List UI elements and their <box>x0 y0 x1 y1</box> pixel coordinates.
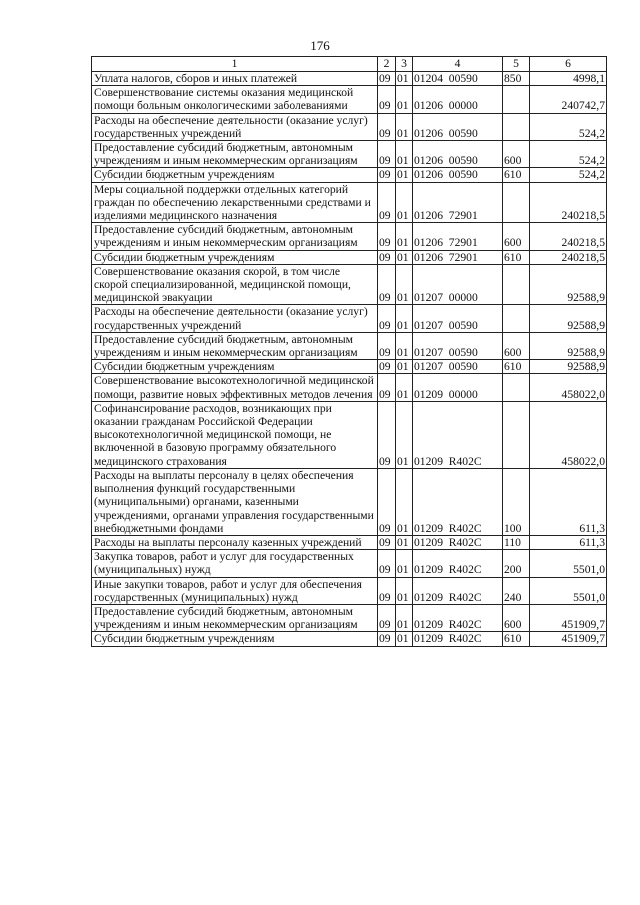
row-name: Предоставление субсидий бюджетным, автономным учреждениям и иным некоммерческим организациям <box>92 332 378 359</box>
row-expense-type <box>503 182 530 223</box>
row-subsection: 01 <box>396 264 413 305</box>
row-subsection: 01 <box>396 604 413 631</box>
table-row <box>92 305 607 332</box>
row-name: Предоставление субсидий бюджетным, автономным учреждениям и иным некоммерческим организациям <box>92 141 378 168</box>
row-subsection: 01 <box>396 86 413 113</box>
row-expense-type: 600 <box>503 332 530 359</box>
row-target-article: 01206 72901 <box>413 250 503 264</box>
row-subsection: 01 <box>396 468 413 535</box>
row-name: Закупка товаров, работ и услуг для государственных (муниципальных) нужд <box>92 550 378 577</box>
row-expense-type <box>503 305 530 332</box>
row-target-article: 01209 R402C <box>413 604 503 631</box>
row-target-article: 01207 00590 <box>413 360 503 374</box>
row-section: 09 <box>378 604 396 631</box>
row-section: 09 <box>378 360 396 374</box>
row-target-article: 01209 R402C <box>413 632 503 646</box>
row-target-article: 01204 00590 <box>413 72 503 86</box>
row-expense-type: 110 <box>503 535 530 549</box>
row-section: 09 <box>378 113 396 140</box>
row-amount: 611,3 <box>530 468 607 535</box>
table-row <box>92 360 607 374</box>
row-target-article: 01207 00590 <box>413 305 503 332</box>
row-section: 09 <box>378 250 396 264</box>
row-amount: 92588,9 <box>530 360 607 374</box>
header-section: 2 <box>378 57 396 72</box>
row-expense-type <box>503 374 530 401</box>
row-amount: 451909,7 <box>530 632 607 646</box>
row-subsection: 01 <box>396 141 413 168</box>
row-target-article: 01207 00000 <box>413 264 503 305</box>
row-expense-type <box>503 113 530 140</box>
table-row <box>92 604 607 631</box>
row-expense-type: 610 <box>503 360 530 374</box>
row-name: Субсидии бюджетным учреждениям <box>92 632 378 646</box>
row-amount: 524,2 <box>530 113 607 140</box>
row-target-article: 01209 00000 <box>413 374 503 401</box>
row-subsection: 01 <box>396 374 413 401</box>
row-amount: 92588,9 <box>530 332 607 359</box>
row-expense-type: 610 <box>503 168 530 182</box>
row-expense-type: 850 <box>503 72 530 86</box>
budget-table <box>91 56 607 647</box>
row-subsection: 01 <box>396 535 413 549</box>
table-row <box>92 632 607 646</box>
table-row <box>92 182 607 223</box>
header-expense-type: 5 <box>503 57 530 72</box>
row-amount: 458022,0 <box>530 374 607 401</box>
row-name: Совершенствование системы оказания медицинской помощи больным онкологическими заболеваниями <box>92 86 378 113</box>
row-name: Совершенствование оказания скорой, в том числе скорой специализированной, медицинской помощи, медицинской эвакуации <box>92 264 378 305</box>
row-section: 09 <box>378 374 396 401</box>
row-subsection: 01 <box>396 72 413 86</box>
row-section: 09 <box>378 168 396 182</box>
table-row <box>92 264 607 305</box>
table-row <box>92 72 607 86</box>
row-name: Совершенствование высокотехнологичной медицинской помощи, развитие новых эффективных методов лечения <box>92 374 378 401</box>
row-subsection: 01 <box>396 168 413 182</box>
row-name: Субсидии бюджетным учреждениям <box>92 360 378 374</box>
row-target-article: 01207 00590 <box>413 332 503 359</box>
row-name: Софинансирование расходов, возникающих при оказании гражданам Российской Федерации высокотехнологичной медицинской помощи, не включенной в базовую программу обязательного медицинского страхования <box>92 401 378 468</box>
row-name: Иные закупки товаров, работ и услуг для обеспечения государственных (муниципальных) нужд <box>92 577 378 604</box>
row-amount: 4998,1 <box>530 72 607 86</box>
row-subsection: 01 <box>396 577 413 604</box>
row-target-article: 01209 R402C <box>413 577 503 604</box>
row-amount: 240218,5 <box>530 250 607 264</box>
row-amount: 240742,7 <box>530 86 607 113</box>
table-row <box>92 141 607 168</box>
row-section: 09 <box>378 332 396 359</box>
row-expense-type: 610 <box>503 632 530 646</box>
table-row <box>92 468 607 535</box>
row-subsection: 01 <box>396 182 413 223</box>
page-number: 176 <box>310 38 330 53</box>
row-amount: 611,3 <box>530 535 607 549</box>
row-target-article: 01206 00000 <box>413 86 503 113</box>
row-section: 09 <box>378 264 396 305</box>
table-row <box>92 86 607 113</box>
row-section: 09 <box>378 632 396 646</box>
table-row <box>92 577 607 604</box>
row-target-article: 01206 00590 <box>413 141 503 168</box>
row-amount: 524,2 <box>530 141 607 168</box>
row-target-article: 01206 00590 <box>413 113 503 140</box>
header-row <box>92 57 607 72</box>
row-target-article: 01209 R402C <box>413 535 503 549</box>
header-amount: 6 <box>530 57 607 72</box>
row-name: Уплата налогов, сборов и иных платежей <box>92 72 378 86</box>
row-name: Расходы на выплаты персоналу казенных учреждений <box>92 535 378 549</box>
row-expense-type: 600 <box>503 604 530 631</box>
row-amount: 240218,5 <box>530 182 607 223</box>
row-name: Меры социальной поддержки отдельных категорий граждан по обеспечению лекарственными средствами и изделиями медицинского назначения <box>92 182 378 223</box>
row-section: 09 <box>378 223 396 250</box>
row-section: 09 <box>378 305 396 332</box>
row-section: 09 <box>378 550 396 577</box>
table-row <box>92 250 607 264</box>
row-section: 09 <box>378 401 396 468</box>
table-row <box>92 374 607 401</box>
row-amount: 92588,9 <box>530 305 607 332</box>
row-expense-type: 600 <box>503 141 530 168</box>
row-section: 09 <box>378 141 396 168</box>
row-name: Предоставление субсидий бюджетным, автономным учреждениям и иным некоммерческим организациям <box>92 604 378 631</box>
row-name: Расходы на выплаты персоналу в целях обеспечения выполнения функций государственными (муниципальными) органами, казенными учреждениями, органами управления государственными внебюджетными фондами <box>92 468 378 535</box>
row-subsection: 01 <box>396 360 413 374</box>
table-row <box>92 332 607 359</box>
row-amount: 458022,0 <box>530 401 607 468</box>
row-section: 09 <box>378 468 396 535</box>
table-row <box>92 113 607 140</box>
row-expense-type: 240 <box>503 577 530 604</box>
row-amount: 451909,7 <box>530 604 607 631</box>
row-section: 09 <box>378 577 396 604</box>
row-name: Субсидии бюджетным учреждениям <box>92 168 378 182</box>
row-subsection: 01 <box>396 550 413 577</box>
row-subsection: 01 <box>396 632 413 646</box>
row-target-article: 01209 R402C <box>413 468 503 535</box>
row-expense-type: 100 <box>503 468 530 535</box>
row-amount: 5501,0 <box>530 550 607 577</box>
row-subsection: 01 <box>396 113 413 140</box>
row-subsection: 01 <box>396 401 413 468</box>
row-expense-type <box>503 264 530 305</box>
table-row <box>92 401 607 468</box>
row-subsection: 01 <box>396 305 413 332</box>
row-expense-type: 600 <box>503 223 530 250</box>
row-expense-type: 610 <box>503 250 530 264</box>
row-target-article: 01206 72901 <box>413 182 503 223</box>
row-expense-type <box>503 86 530 113</box>
row-subsection: 01 <box>396 250 413 264</box>
table-row <box>92 535 607 549</box>
table-row <box>92 550 607 577</box>
row-name: Расходы на обеспечение деятельности (оказание услуг) государственных учреждений <box>92 305 378 332</box>
row-target-article: 01206 00590 <box>413 168 503 182</box>
row-target-article: 01209 R402C <box>413 550 503 577</box>
row-expense-type: 200 <box>503 550 530 577</box>
row-subsection: 01 <box>396 332 413 359</box>
row-amount: 240218,5 <box>530 223 607 250</box>
row-section: 09 <box>378 72 396 86</box>
table-row <box>92 168 607 182</box>
row-section: 09 <box>378 535 396 549</box>
header-target-article: 4 <box>413 57 503 72</box>
row-name: Субсидии бюджетным учреждениям <box>92 250 378 264</box>
row-name: Расходы на обеспечение деятельности (оказание услуг) государственных учреждений <box>92 113 378 140</box>
row-name: Предоставление субсидий бюджетным, автономным учреждениям и иным некоммерческим организациям <box>92 223 378 250</box>
table-row <box>92 223 607 250</box>
row-section: 09 <box>378 182 396 223</box>
header-name: 1 <box>92 57 378 72</box>
row-target-article: 01209 R402C <box>413 401 503 468</box>
row-subsection: 01 <box>396 223 413 250</box>
row-amount: 5501,0 <box>530 577 607 604</box>
row-amount: 524,2 <box>530 168 607 182</box>
row-target-article: 01206 72901 <box>413 223 503 250</box>
row-section: 09 <box>378 86 396 113</box>
row-expense-type <box>503 401 530 468</box>
header-subsection: 3 <box>396 57 413 72</box>
row-amount: 92588,9 <box>530 264 607 305</box>
